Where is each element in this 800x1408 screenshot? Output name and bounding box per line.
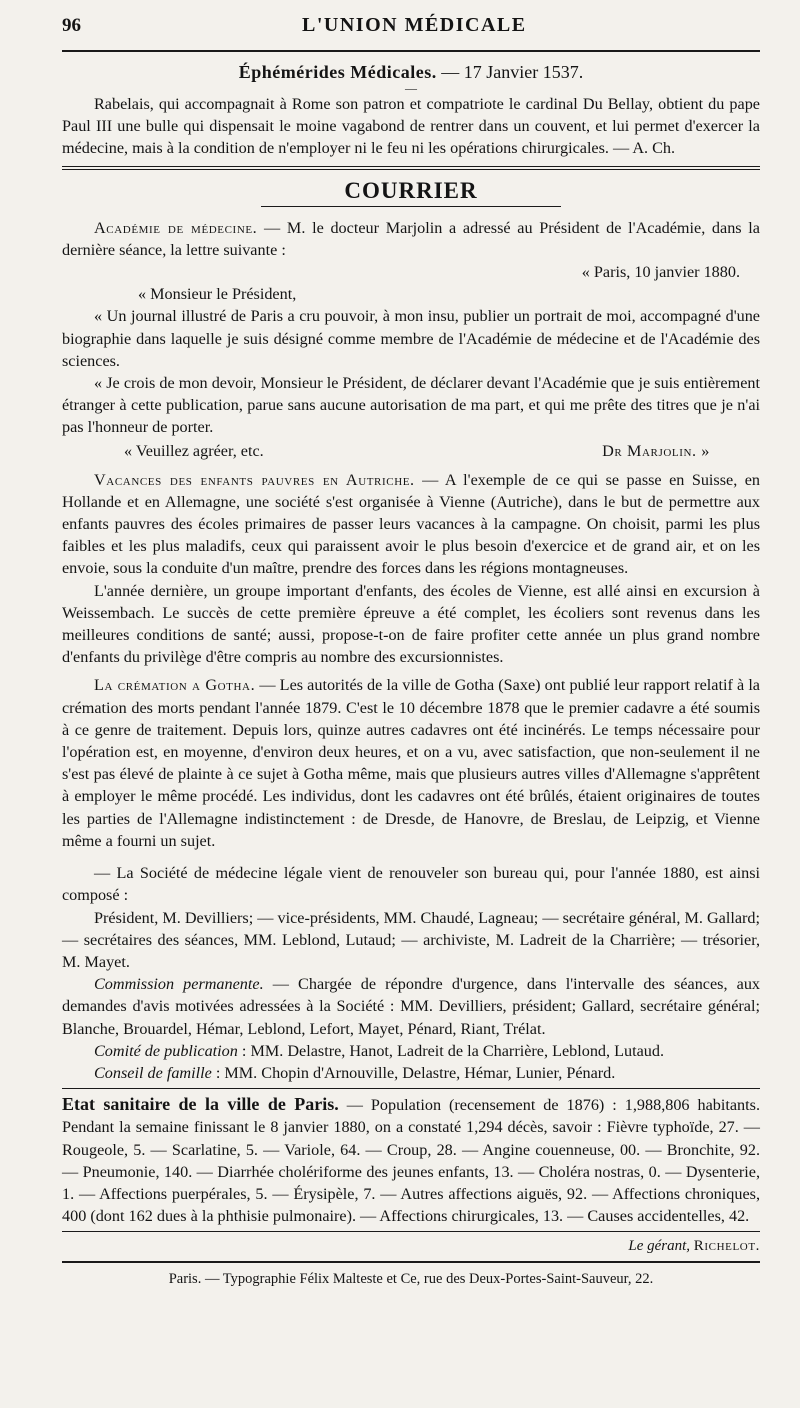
footer-rule [62,1231,760,1232]
header-rule [62,50,760,52]
ephemerides-title: Éphémérides Médicales. [238,62,437,82]
gerant-line [62,1238,760,1255]
journal-title: L'UNION MÉDICALE [302,14,527,36]
comite-paragraph [62,1040,760,1062]
commission-label: Commission permanente. [94,975,264,994]
gerant-name: Richelot. [693,1238,760,1255]
section-rule [62,166,760,167]
conseil-text: : MM. Chopin d'Arnouville, Delastre, Hémar, Lunier, Pénard. [211,1063,616,1082]
letter-paragraph-2: « Je crois de mon devoir, Monsieur le Président, de déclarer devant l'Académie que je suis entièrement étranger à cette publication, parue sans aucune autorisation de ma part, et qui me prête des titres que je n'ai pas l'honneur de porter. [62,374,760,437]
comite-label: Comité de publication [94,1041,238,1060]
cremation-paragraph [62,674,760,852]
cremation-lead: La crémation a Gotha. [94,676,256,695]
societe-intro: — La Société de médecine légale vient de renouveler son bureau qui, pour l'année 1880, est ainsi composé : [62,864,760,905]
etat-sanitaire-title: Etat sanitaire de la ville de Paris. [62,1094,339,1115]
etat-sanitaire-paragraph [62,1093,760,1227]
letter-closing: « Veuillez agréer, etc. [124,441,264,460]
letter-signature: Dr Marjolin. » [602,441,710,460]
ephemerides-text: Rabelais, qui accompagnait à Rome son patron et compatriote le cardinal Du Bellay, obtient du pape Paul III une bulle qui dispensait le moine vagabond de rentrer dans un couvent, et lui permet d'exercer la médecine, mais à la condition de n'employer ni le feu ni les opérations chirurgicales. — A. Ch. [62,95,760,158]
academie-paragraph [62,217,760,261]
etat-sanitaire-text: — Population (recensement de 1876) : 1,988,806 habitants. Pendant la semaine finissant le 8 janvier 1880, on a constaté 1,294 décès, savoir : Fièvre typhoïde, 27. — Rougeole, 5. — Scarlatine, 5. — Variole, 64. — Croup, 28. — Angine couenneuse, 00. — Bronchite, 92. — Pneumonie, 140. — Diarrhée cholériforme des jeunes enfants, 13. — Choléra nostras, 0. — Dysenterie, 1. — Affections puerpérales, 5. — Érysipèle, 7. — Autres affections aiguës, 92. — Affections chroniques, 400 (dont 162 dues à la phthisie pulmonaire). — Affections chirurgicales, 13. — Causes accidentelles, 42. [62,1096,760,1226]
ephemerides-heading [62,62,760,83]
comite-text: : MM. Delastre, Hanot, Ladreit de la Charrière, Leblond, Lutaud. [237,1041,665,1060]
courier-rule [261,206,561,207]
societe-bureau: Président, M. Devilliers; — vice-présidents, MM. Chaudé, Lagneau; — secrétaire général, M. Gallard; — secrétaires des séances, MM. Leblond, Lutaud; — archiviste, M. Ladreit de la Charrière; — trésorier, M. Mayet. [62,908,760,971]
cremation-text: — Les autorités de la ville de Gotha (Saxe) ont publié leur rapport relatif à la crémation des morts pendant l'année 1879. C'est le 10 décembre 1878 que le premier cadavre a été soumis à ce genre de traitement. Depuis lors, quinze autres cadavres ont été incinérés. Le temps nécessaire pour l'opération est, en moyenne, d'environ deux heures, et on a vu, avec satisfaction, que non-seulement il ne s'est pas élevé de plainte à ce sujet à Gotha même, mais que plusieurs autres villes d'Allemagne s'apprêtent à employer le même procédé. Les individus, dont les cadavres ont été brûlés, étaient originaires de toutes les parties de l'Allemagne indistinctement : de Dresde, de Hanovre, de Breslau, de Leipzig, et Vienne même a fourni un sujet. [62,676,760,850]
bottom-rule [62,1261,760,1263]
gerant-label: Le gérant, [628,1238,691,1255]
letter-signline [62,439,760,463]
letter-place-date: « Paris, 10 janvier 1880. [581,263,740,282]
letter-salutation: « Monsieur le Président, [138,285,297,304]
commission-text: — Chargée de répondre d'urgence, dans l'intervalle des séances, aux demandes d'avis motivées adressées à la Société : MM. Devilliers, président; Gallard, secrétaire général; Blanche, Brouardel, Hémar, Leblond, Lefort, Mayet, Pénard, Riant, Trélat. [62,975,761,1038]
page-number: 96 [62,15,81,36]
conseil-paragraph [62,1062,760,1084]
letter-paragraph-1: « Un journal illustré de Paris a cru pouvoir, à mon insu, publier un portrait de moi, accompagné d'une biographie dans laquelle je suis désigné comme membre de l'Académie de médecine et de l'Académie des sciences. [62,307,760,370]
academie-lead: Académie de médecine. [94,218,258,237]
academie-text: — M. le docteur Marjolin a adressé au Président de l'Académie, dans la dernière séance, la lettre suivante : [62,218,760,259]
commission-paragraph [62,973,760,1040]
vacances-paragraph [62,469,760,580]
vacances-text: — A l'exemple de ce qui se passe en Suisse, en Hollande et en Allemagne, une société s'est organisée à Vienne (Autriche), dans le but de permettre aux enfants pauvres des écoles primaires de passer leurs vacances à la campagne. On choisit, parmi les plus faibles et les plus maladifs, ceux qui paraissent avoir le plus besoin d'exercice et de grand air, et on les envoie, sous la conduite d'un maître, prendre des forces dans les régions montagneuses. [62,470,760,578]
ephemerides-date: — 17 Janvier 1537. [441,62,584,82]
running-head [62,14,760,46]
vacances-paragraph-2: L'année dernière, un groupe important d'enfants, des écoles de Vienne, est allé ainsi en excursion à Weissembach. Le succès de cette première épreuve a été complet, les écoliers sont revenus dans les meilleures conditions de santé; aussi, propose-t-on de faire profiter cette année un plus grand nombre d'enfants du privilège d'être compris au nombre des excursionnistes. [62,581,760,667]
etat-rule [62,1088,760,1089]
courier-title: COURRIER [344,177,478,203]
ephemerides-separator: — [405,81,417,95]
printer-imprint: Paris. — Typographie Félix Malteste et Ce, rue des Deux-Portes-Saint-Sauveur, 22. [168,1271,654,1288]
vacances-lead: Vacances des enfants pauvres en Autriche. [94,470,415,489]
conseil-label: Conseil de famille [94,1063,212,1082]
section-rule-2 [62,169,760,170]
